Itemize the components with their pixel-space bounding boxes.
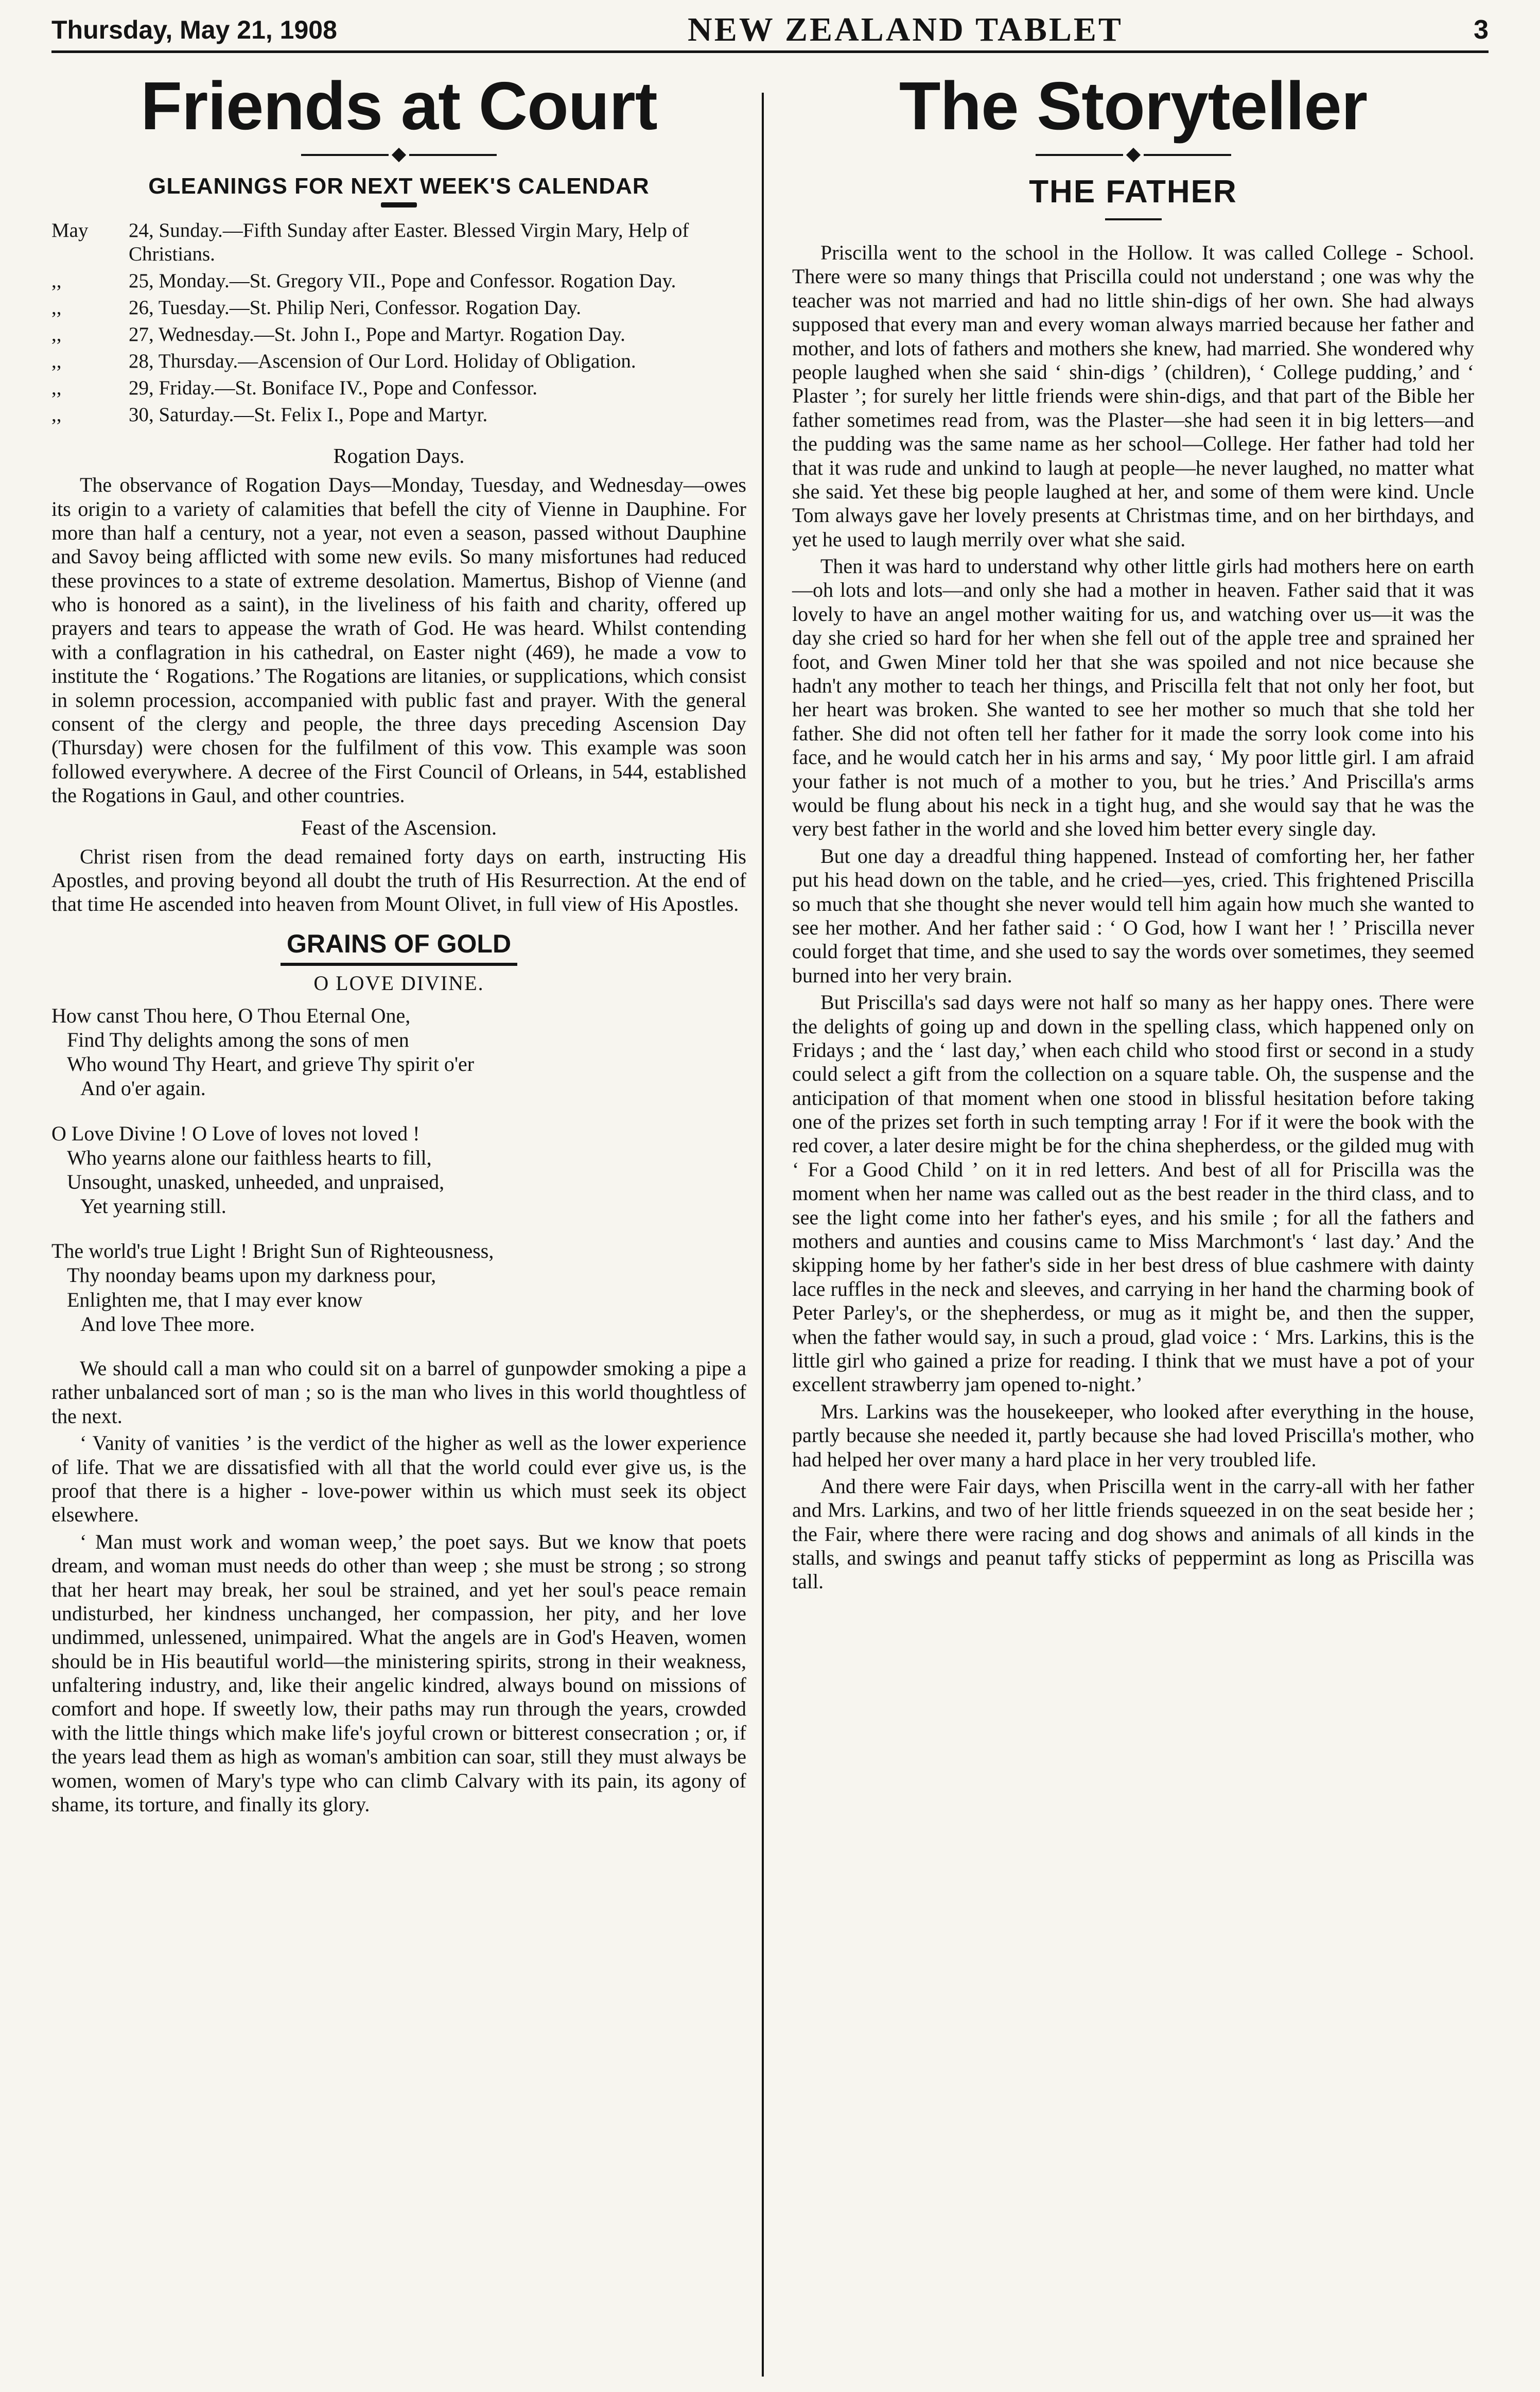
page-number: 3 [1474,15,1489,45]
calendar-subheading: GLEANINGS FOR NEXT WEEK'S CALENDAR [148,174,650,199]
issue-date: Thursday, May 21, 1908 [51,15,337,44]
poem [51,1003,746,1336]
ascension-paragraph: Christ risen from the dead remained forty days on earth, instructing His Apostles, and proving beyond all doubt the truth of His Resurrection. At the end of that time He ascended into heaven from Mount Olivet, in full view of His Apostles. [51,844,746,916]
right-column [764,62,1474,2377]
ornament-divider [51,150,746,160]
ascension-title: Feast of the Ascension. [301,815,497,839]
poem-line: How canst Thou here, O Thou Eternal One, [51,1003,411,1027]
calendar-text: 25, Monday.—St. Gregory VII., Pope and Confessor. Rogation Day. [129,270,676,292]
story-paragraph: Then it was hard to understand why other little girls had mothers here on earth—oh lots and lots—and only she had a mother in heaven. Father said that it was lovely to have an angel mother waiting for us, and watching over us—it was the day she cried so hard for her when she fell out of the apple tree and sprained her foot, and Gwen Miner told her that she was spoiled and not nice because she hadn't any mother to teach her things, and Priscilla felt that not only her foot, but her heart was broken. She wanted to see her mother so much that she told her father. She did not often tell her father for it made the sorry look come into his face, and he would catch her in his arms and say, ‘ My poor little girl. I am afraid your father is not much of a mother to you, but he tries.’ And Priscilla's arms would be flung about his neck in a tight hug, and she would say that he was the very best father in the world and she loved him better every single day. [792,554,1474,841]
calendar-text: 30, Saturday.—St. Felix I., Pope and Martyr. [129,404,488,426]
calendar-entry [51,403,746,427]
section-heading-storyteller: The Storyteller [899,68,1368,144]
ornament-bar [381,202,417,207]
calendar-month: ,, [51,404,62,426]
story-paragraph: Mrs. Larkins was the housekeeper, who looked after everything in the house, partly because she needed it, partly because she had loved Priscilla's mother, who had helped her over many a hard place in her very troubled life. [792,1399,1474,1471]
poem-title: O LOVE DIVINE. [313,971,484,995]
calendar-entry [51,376,746,400]
rogation-paragraph: The observance of Rogation Days—Monday, Tuesday, and Wednesday—owes its origin to a variety of calamities that befell the city of Vienne in Dauphine. For more than half a century, not a year, not even a season, passed without Dauphine and Savoy being afflicted with some new evils. So many misfortunes had reduced these provinces to a state of extreme desolation. Mamertus, Bishop of Vienne (and who is honored as a saint), in the liveliness of his faith and charity, offered up prayers and tears to appease the wrath of God. He was heard. Whilst contending with a conflagration in his cathedral, on Easter night (469), he made a vow to institute the ‘ Rogations.’ The Rogations are litanies, or supplications, which consist in solemn procession, accompanied with public fast and prayer. With the general consent of the clergy and people, the three days preceding Ascension Day (Thursday) were chosen for the fulfilment of this vow. This example was soon followed everywhere. A decree of the First Council of Orleans, in 544, established the Rogations in Gaul, and other countries. [51,473,746,807]
calendar-entry [51,323,746,346]
grains-of-gold-heading: GRAINS OF GOLD [281,929,517,966]
essay [51,1357,746,1816]
poem-line: The world's true Light ! Bright Sun of Righteousness, [51,1239,494,1263]
calendar-month: ,, [51,323,62,346]
poem-line: Who yearns alone our faithless hearts to fill, [67,1146,432,1169]
calendar-text: 24, Sunday.—Fifth Sunday after Easter. Blessed Virgin Mary, Help of Christians. [129,219,689,266]
calendar-text: 27, Wednesday.—St. John I., Pope and Martyr. Rogation Day. [129,323,625,346]
story-body [792,241,1474,1594]
essay-paragraph: ‘ Man must work and woman weep,’ the poet says. But we know that poets dream, and woman must needs do other than weep ; she must be strong ; so strong that her heart may break, her soul be strained, and yet her soul's peace remain undisturbed, her kindness unchanged, her compassion, her pity, and her love undimmed, unlessened, unimpaired. What the angels are in God's Heaven, women should be in His beautiful world—the ministering spirits, strong in their weakness, unfaltering industry, and, like their angelic kindred, always bound on missions of comfort and hope. If sweetly low, their paths may run through the years, crowded with the little things which make life's joyful crown or bitterest consecration ; or, if the years lead them as high as woman's ambition can soar, still they must always be women, women of Mary's type who can climb Calvary with its pain, its agony of shame, its torture, and finally its glory. [51,1530,746,1816]
calendar-text: 28, Thursday.—Ascension of Our Lord. Holiday of Obligation. [129,350,636,373]
essay-paragraph: ‘ Vanity of vanities ’ is the verdict of the higher as well as the lower experience of life. That we are dissatisfied with all that the world could ever give us, is the proof that there is a higher - love-power within us which must seek its object elsewhere. [51,1431,746,1527]
calendar-month: ,, [51,297,62,319]
poem-line: O Love Divine ! O Love of loves not loved ! [51,1121,420,1145]
poem-line: Unsought, unasked, unheeded, and unpraised, [67,1170,445,1193]
poem-line: Enlighten me, that I may ever know [67,1288,363,1311]
poem-line: Thy noonday beams upon my darkness pour, [67,1263,436,1287]
publication-title: NEW ZEALAND TABLET [688,11,1123,48]
story-paragraph: And there were Fair days, when Priscilla went in the carry-all with her father and Mrs. Larkins, and two of her little friends squeezed in on the seat beside her ; the Fair, where there were racing and dog shows and animals of all kinds in the stalls, and swings and peanut taffy sticks of peppermint as long as Priscilla was tall. [792,1474,1474,1593]
calendar-entry [51,350,746,373]
calendar-month: ,, [51,350,62,373]
essay-paragraph: We should call a man who could sit on a barrel of gunpowder smoking a pipe a rather unbalanced sort of man ; so is the man who lives in this world thoughtless of the next. [51,1357,746,1428]
story-title: THE FATHER [1029,174,1237,210]
poem-stanza [51,1239,746,1336]
calendar-entry [51,269,746,293]
poem-stanza [51,1003,746,1101]
story-paragraph: But one day a dreadful thing happened. Instead of comforting her, her father put his head down on the table, and he cried—yes, cried. This frightened Priscilla so much that she thought she never would tell him again how much she wanted to see her mother. And her father said : ‘ O God, how I want her ! ’ Priscilla never could forget that time, and she used to say the words over sometimes, they seemed burned into her very brain. [792,844,1474,987]
calendar-text: 26, Tuesday.—St. Philip Neri, Confessor. Rogation Day. [129,297,581,319]
calendar-month: May [51,219,89,241]
poem-line: And o'er again. [80,1077,206,1100]
section-heading-friends-at-court: Friends at Court [141,68,657,144]
poem-line: Yet yearning still. [80,1194,226,1218]
short-rule [1105,218,1162,220]
calendar-entry [51,219,746,266]
calendar-month: ,, [51,270,62,292]
left-column [51,62,762,2377]
poem-line: And love Thee more. [80,1312,255,1336]
calendar-list [51,219,746,427]
ornament-divider [792,150,1474,160]
poem-line: Who wound Thy Heart, and grieve Thy spirit o'er [67,1052,475,1076]
story-paragraph: Priscilla went to the school in the Hollow. It was called College - School. There were so many things that Priscilla could not understand ; one was why the teacher was not married and had no little shin-digs of her own. She had always supposed that every man and every woman always married because her father and mother, and lots of fathers and mothers she knew, had married. She wondered why people laughed when she said ‘ shin-digs ’ (children), ‘ College pudding,’ and ‘ Plaster ’; for surely her little friends were shin-digs, and that part of the Bible her father sometimes read from, was the Plaster—she had seen it in big letters—and the pudding was the same name as her school—College. Her father had told her that it was rude and unkind to laugh at people—he never laughed, no matter what she said. Yet these big people laughed at her, and some of them were kind. Uncle Tom always gave her lovely presents at Christmas time, and on her birthdays, and yet he used to laugh merrily over what she said. [792,241,1474,551]
story-paragraph: But Priscilla's sad days were not half so many as her happy ones. There were the delights of going up and down in the spelling class, which happened only on Fridays ; and the ‘ last day,’ when each child who stood first or second in a study could select a gift from the collection on a square table. Oh, the suspense and the anticipation of that moment when one stood in blissful hesitation before taking one of the prizes set forth in such tempting array ! For if it were the book with the red cover, a later desire might be for the china shepherdess, or the gilded mug with ‘ For a Good Child ’ on it in red letters. And best of all for Priscilla was the moment when her name was called out as the best reader in the third class, and to see the light come into her father's eyes, and his smile ; for all the fathers and mothers and aunties and cousins came to Miss Marchmont's ‘ last day.’ And the skipping home by her father's side in her best dress of blue cashmere with dainty lace ruffles in the neck and sleeves, and carrying in her hand the charming book of Peter Parley's, or the shepherdess, or mug as it might be, and then the supper, when the father would say, in such a proud, glad voice : ‘ Mrs. Larkins, this is the little girl who gained a prize for reading. I think that we must have a pot of your excellent strawberry jam opened to-night.’ [792,991,1474,1396]
poem-stanza [51,1121,746,1219]
poem-line: Find Thy delights among the sons of men [67,1028,409,1051]
calendar-entry [51,296,746,320]
rogation-title: Rogation Days. [333,444,465,468]
columns [51,62,1489,2377]
masthead [51,9,1489,53]
calendar-text: 29, Friday.—St. Boniface IV., Pope and Confessor. [129,377,538,400]
calendar-month: ,, [51,377,62,400]
